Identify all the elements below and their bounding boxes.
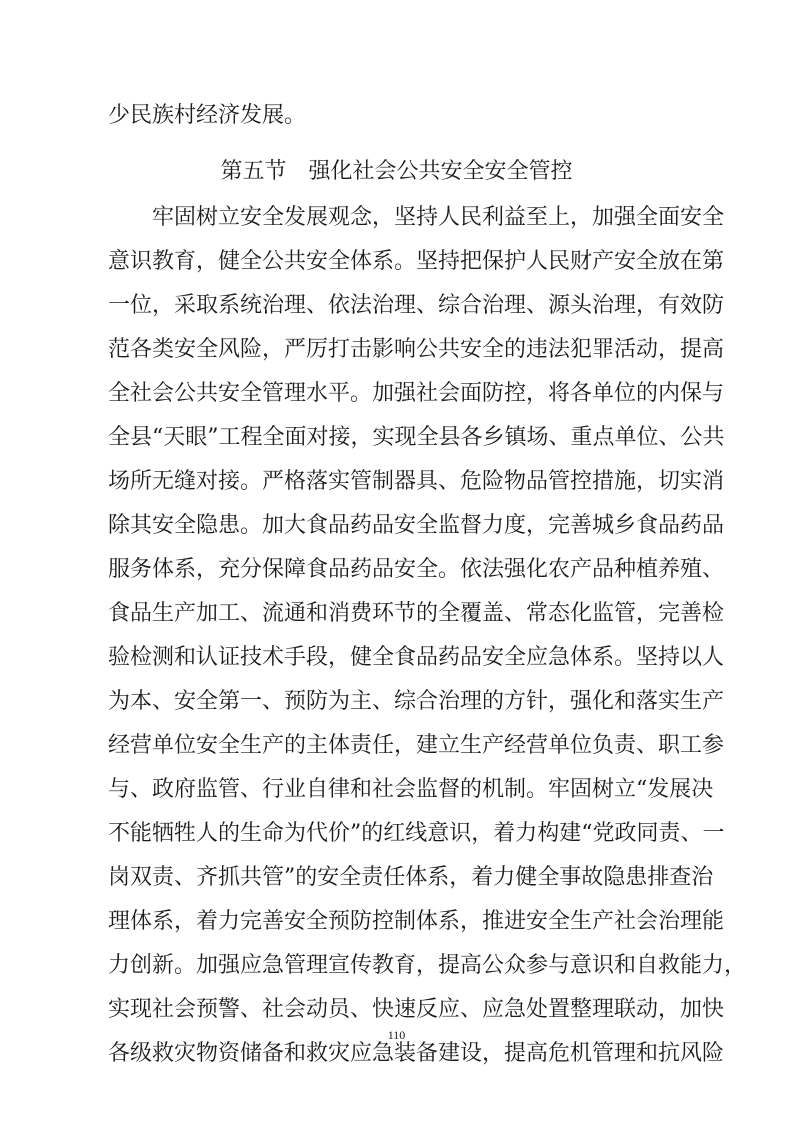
paragraph-line: 场所无缝对接。严格落实管制器具、危险物品管控措施，切实消 [108, 469, 725, 494]
paragraph-line: 范各类安全风险，严厉打击影响公共安全的违法犯罪活动，提高 [108, 337, 725, 362]
paragraph-line: 不能牺牲人的生命为代价”的红线意识，着力构建“党政同责、一 [108, 821, 725, 846]
section-heading: 第五节 强化社会公共安全安全管控 [220, 159, 573, 184]
paragraph-line: 力创新。加强应急管理宣传教育，提高公众参与意识和自救能力， [108, 953, 747, 978]
paragraph-line: 验检测和认证技术手段，健全食品药品安全应急体系。坚持以人 [108, 645, 725, 670]
paragraph-line: 各级救灾物资储备和救灾应急装备建设，提高危机管理和抗风险 [108, 1041, 725, 1066]
paragraph-line: 除其安全隐患。加大食品药品安全监督力度，完善城乡食品药品 [108, 513, 725, 538]
paragraph-line: 全社会公共安全管理水平。加强社会面防控，将各单位的内保与 [108, 381, 725, 406]
continuation-line: 少民族村经济发展。 [108, 103, 307, 128]
paragraph-line: 实现社会预警、社会动员、快速反应、应急处置整理联动，加快 [108, 997, 725, 1022]
paragraph-line: 为本、安全第一、预防为主、综合治理的方针，强化和落实生产 [108, 689, 725, 714]
paragraph-line: 与、政府监管、行业自律和社会监督的机制。牢固树立“发展决 [108, 777, 714, 802]
paragraph-line: 牢固树立安全发展观念，坚持人民利益至上，加强全面安全 [152, 205, 725, 230]
paragraph-line: 全县“天眼”工程全面对接，实现全县各乡镇场、重点单位、公共 [108, 425, 725, 450]
paragraph-line: 服务体系，充分保障食品药品安全。依法强化农产品种植养殖、 [108, 557, 725, 582]
page-number: 110 [387, 1028, 406, 1042]
paragraph-line: 一位，采取系统治理、依法治理、综合治理、源头治理，有效防 [108, 293, 725, 318]
paragraph-line: 意识教育，健全公共安全体系。坚持把保护人民财产安全放在第 [108, 249, 725, 274]
paragraph-line: 经营单位安全生产的主体责任，建立生产经营单位负责、职工参 [108, 733, 725, 758]
paragraph-line: 食品生产加工、流通和消费环节的全覆盖、常态化监管，完善检 [108, 601, 725, 626]
paragraph-line: 岗双责、齐抓共管”的安全责任体系，着力健全事故隐患排查治 [108, 865, 714, 890]
paragraph-line: 理体系，着力完善安全预防控制体系，推进安全生产社会治理能 [108, 909, 725, 934]
